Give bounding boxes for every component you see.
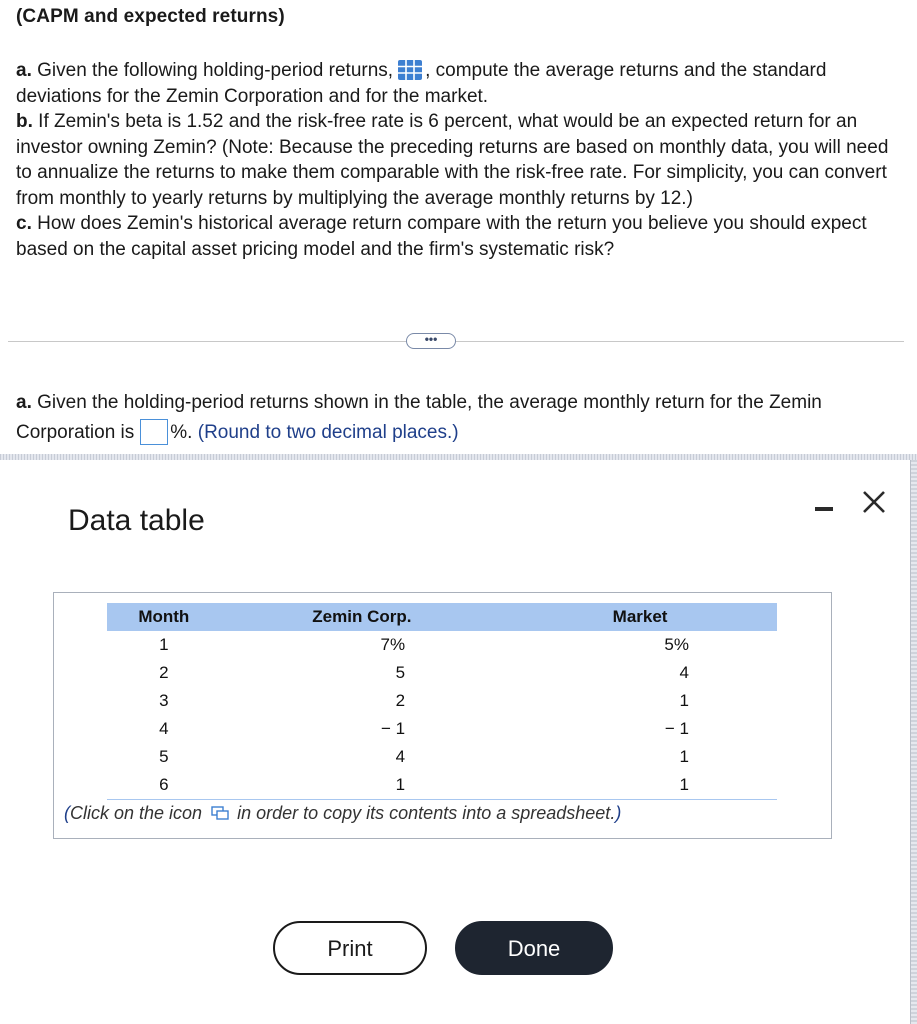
table-row xyxy=(107,687,777,715)
cell-market: 1 xyxy=(503,771,777,800)
table-row xyxy=(107,659,777,687)
cell-zemin: 2 xyxy=(395,691,406,710)
print-button[interactable]: Print xyxy=(273,921,427,975)
table-row xyxy=(107,743,777,771)
cell-month: 3 xyxy=(159,691,169,710)
table-header-row xyxy=(107,603,777,631)
rounding-note: (Round to two decimal places.) xyxy=(197,422,459,443)
note-open-paren: ( xyxy=(64,803,70,823)
dialog-title: Data table xyxy=(68,504,205,537)
minimize-icon[interactable] xyxy=(812,497,836,521)
dialog-right-edge xyxy=(911,460,917,1024)
section-divider xyxy=(8,341,904,342)
question-b-label: b. xyxy=(16,111,33,132)
question-c-text: How does Zemin's historical average return compare with the return you believe you should expect based on the capital asset pricing model and the firm's systematic risk? xyxy=(16,213,867,260)
average-return-input[interactable] xyxy=(140,419,168,445)
table-row xyxy=(107,715,777,743)
data-grid-icon[interactable] xyxy=(397,59,423,81)
note-text-2: in order to copy its contents into a spreadsheet. xyxy=(237,803,616,823)
table-row xyxy=(107,631,777,659)
question-b-text: If Zemin's beta is 1.52 and the risk-free rate is 6 percent, what would be an expected return for an investor owning Zemin? (Note: Because the preceding returns are based on monthly data, you will need to annualize the returns to make them comparable with the risk-free rate. For simplicity, you can convert from monthly to yearly returns by multiplying the average monthly returns by 12.) xyxy=(16,111,889,209)
cell-market: − 1 xyxy=(664,719,689,738)
cell-month: 1 xyxy=(159,635,169,654)
page-title: (CAPM and expected returns) xyxy=(16,6,285,27)
question-c-label: c. xyxy=(16,213,32,234)
cell-month: 4 xyxy=(159,719,169,738)
answer-a-label: a. xyxy=(16,392,32,413)
answer-text xyxy=(16,388,896,448)
more-button[interactable]: ••• xyxy=(406,333,456,349)
returns-table xyxy=(107,603,777,800)
cell-market: 5% xyxy=(664,635,689,654)
cell-zemin: 4 xyxy=(395,747,406,766)
data-table-frame xyxy=(53,592,832,839)
cell-month: 5 xyxy=(159,747,169,766)
question-part-c xyxy=(16,211,896,262)
note-text-1: Click on the icon xyxy=(70,803,203,823)
cell-zemin: 5 xyxy=(395,663,406,682)
cell-zemin: − 1 xyxy=(381,719,406,738)
note-close-paren: ) xyxy=(615,803,622,823)
header-zemin: Zemin Corp. xyxy=(221,603,504,631)
question-part-a xyxy=(16,58,896,109)
question-part-b xyxy=(16,109,896,211)
cell-zemin: 1 xyxy=(221,771,504,800)
header-market: Market xyxy=(503,603,777,631)
answer-text-1: Given the holding-period returns shown in the table, the average monthly return for the Zemin Corporation is xyxy=(16,392,822,443)
cell-month: 2 xyxy=(159,663,169,682)
cell-month: 6 xyxy=(107,771,221,800)
done-button[interactable]: Done xyxy=(455,921,613,975)
question-a-text-1: Given the following holding-period returns, xyxy=(37,60,394,81)
question-a-label: a. xyxy=(16,60,32,81)
cell-zemin: 7% xyxy=(380,635,406,654)
header-month: Month xyxy=(107,603,221,631)
cell-market: 1 xyxy=(679,747,689,766)
cell-market: 1 xyxy=(679,691,689,710)
question-a-text-2: , compute the average returns and the standard deviations for the Zemin Corporation and for the market. xyxy=(16,60,827,107)
data-table-dialog xyxy=(0,460,911,1024)
copy-to-spreadsheet-icon[interactable] xyxy=(211,806,229,820)
copy-instruction xyxy=(64,803,621,824)
table-row xyxy=(107,771,777,800)
percent-sign: %. xyxy=(170,422,193,443)
question-text xyxy=(16,58,896,262)
cell-market: 4 xyxy=(679,663,689,682)
close-icon[interactable] xyxy=(860,488,888,516)
